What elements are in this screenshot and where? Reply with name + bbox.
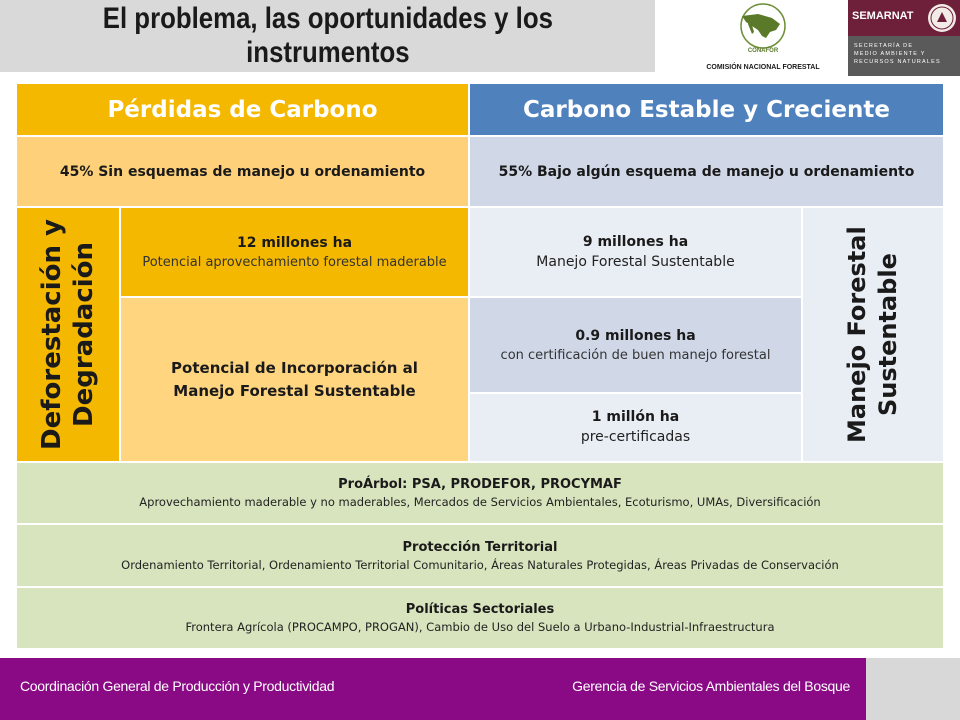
instruments-table xyxy=(16,83,944,649)
footer-bar xyxy=(0,658,866,720)
semarnat-subtitle xyxy=(854,42,958,66)
page-title xyxy=(46,2,609,70)
semarnat-logo xyxy=(848,0,960,76)
sectoral-title: Políticas Sectoriales xyxy=(405,602,555,617)
semarnat-sub-1: SECRETARÍA DE xyxy=(854,43,914,49)
territorial-title: Protección Territorial xyxy=(402,539,558,555)
footer-left-text: Coordinación General de Producción y Productividad xyxy=(20,678,335,694)
proarbol-row xyxy=(16,462,944,524)
conafor-logo xyxy=(688,2,838,78)
eagle-emblem-icon xyxy=(928,4,956,32)
sectoral-row xyxy=(16,587,944,649)
mid-1-cell xyxy=(469,207,802,297)
territorial-body: Ordenamiento Territorial, Ordenamiento Territorial Comunitario, Áreas Naturales Protegidas, Áreas Privadas de Conservación xyxy=(121,557,839,572)
semarnat-sub-2: MEDIO AMBIENTE Y xyxy=(854,51,926,57)
deforestation-label: Deforestación y Degradación xyxy=(37,219,99,450)
footer-right-text: Gerencia de Servicios Ambientales del Bosque xyxy=(572,678,850,694)
conafor-name: COMISIÓN NACIONAL FORESTAL xyxy=(706,64,820,71)
mid-2-title: 0.9 millones ha xyxy=(575,327,696,344)
left-top-body: Potencial aprovechamiento forestal maderable xyxy=(142,254,447,270)
conafor-acronym: CONAFOR xyxy=(747,48,779,54)
deforestation-cell xyxy=(16,207,120,462)
sustainable-label: Manejo Forestal Sustentable xyxy=(843,226,902,443)
sectoral-body: Frontera Agrícola (PROCAMPO, PROGAN), Cambio de Uso del Suelo a Urbano-Industrial-Infraestructura xyxy=(185,620,775,634)
header-carbon-stable: Carbono Estable y Creciente xyxy=(469,83,944,136)
proarbol-body: Aprovechamiento maderable y no maderables, Mercados de Servicios Ambientales, Ecoturismo, UMAs, Diversificación xyxy=(139,495,821,509)
mexico-map-icon xyxy=(728,2,798,50)
mid-2-body: con certificación de buen manejo forestal xyxy=(500,347,771,363)
left-top-title: 12 millones ha xyxy=(236,234,353,251)
mid-1-title: 9 millones ha xyxy=(582,233,689,250)
left-bottom-cell xyxy=(120,297,469,462)
mid-2-cell xyxy=(469,297,802,393)
semarnat-word: SEMARNAT xyxy=(852,10,914,22)
header-carbon-loss: Pérdidas de Carbono xyxy=(16,83,469,136)
mid-3-body: pre-certificadas xyxy=(580,429,691,445)
left-top-cell xyxy=(120,207,469,297)
left-bottom-text: Potencial de Incorporación al Manejo Forestal Sustentable xyxy=(171,358,418,400)
pct-without-management: 45% Sin esquemas de manejo u ordenamiento xyxy=(16,136,469,207)
sustainable-cell xyxy=(802,207,944,462)
semarnat-sub-3: RECURSOS NATURALES xyxy=(854,59,941,65)
mid-1-body: Manejo Forestal Sustentable xyxy=(536,253,735,270)
title-line-2: instrumentos xyxy=(246,36,410,69)
pct-with-management: 55% Bajo algún esquema de manejo u ordenamiento xyxy=(469,136,944,207)
footer-corner-block xyxy=(866,658,960,720)
territorial-row xyxy=(16,524,944,587)
proarbol-title: ProÁrbol: PSA, PRODEFOR, PROCYMAF xyxy=(338,477,622,492)
mid-3-title: 1 millón ha xyxy=(591,409,680,425)
mid-3-cell xyxy=(469,393,802,462)
title-line-1: El problema, las oportunidades y los xyxy=(102,2,553,35)
